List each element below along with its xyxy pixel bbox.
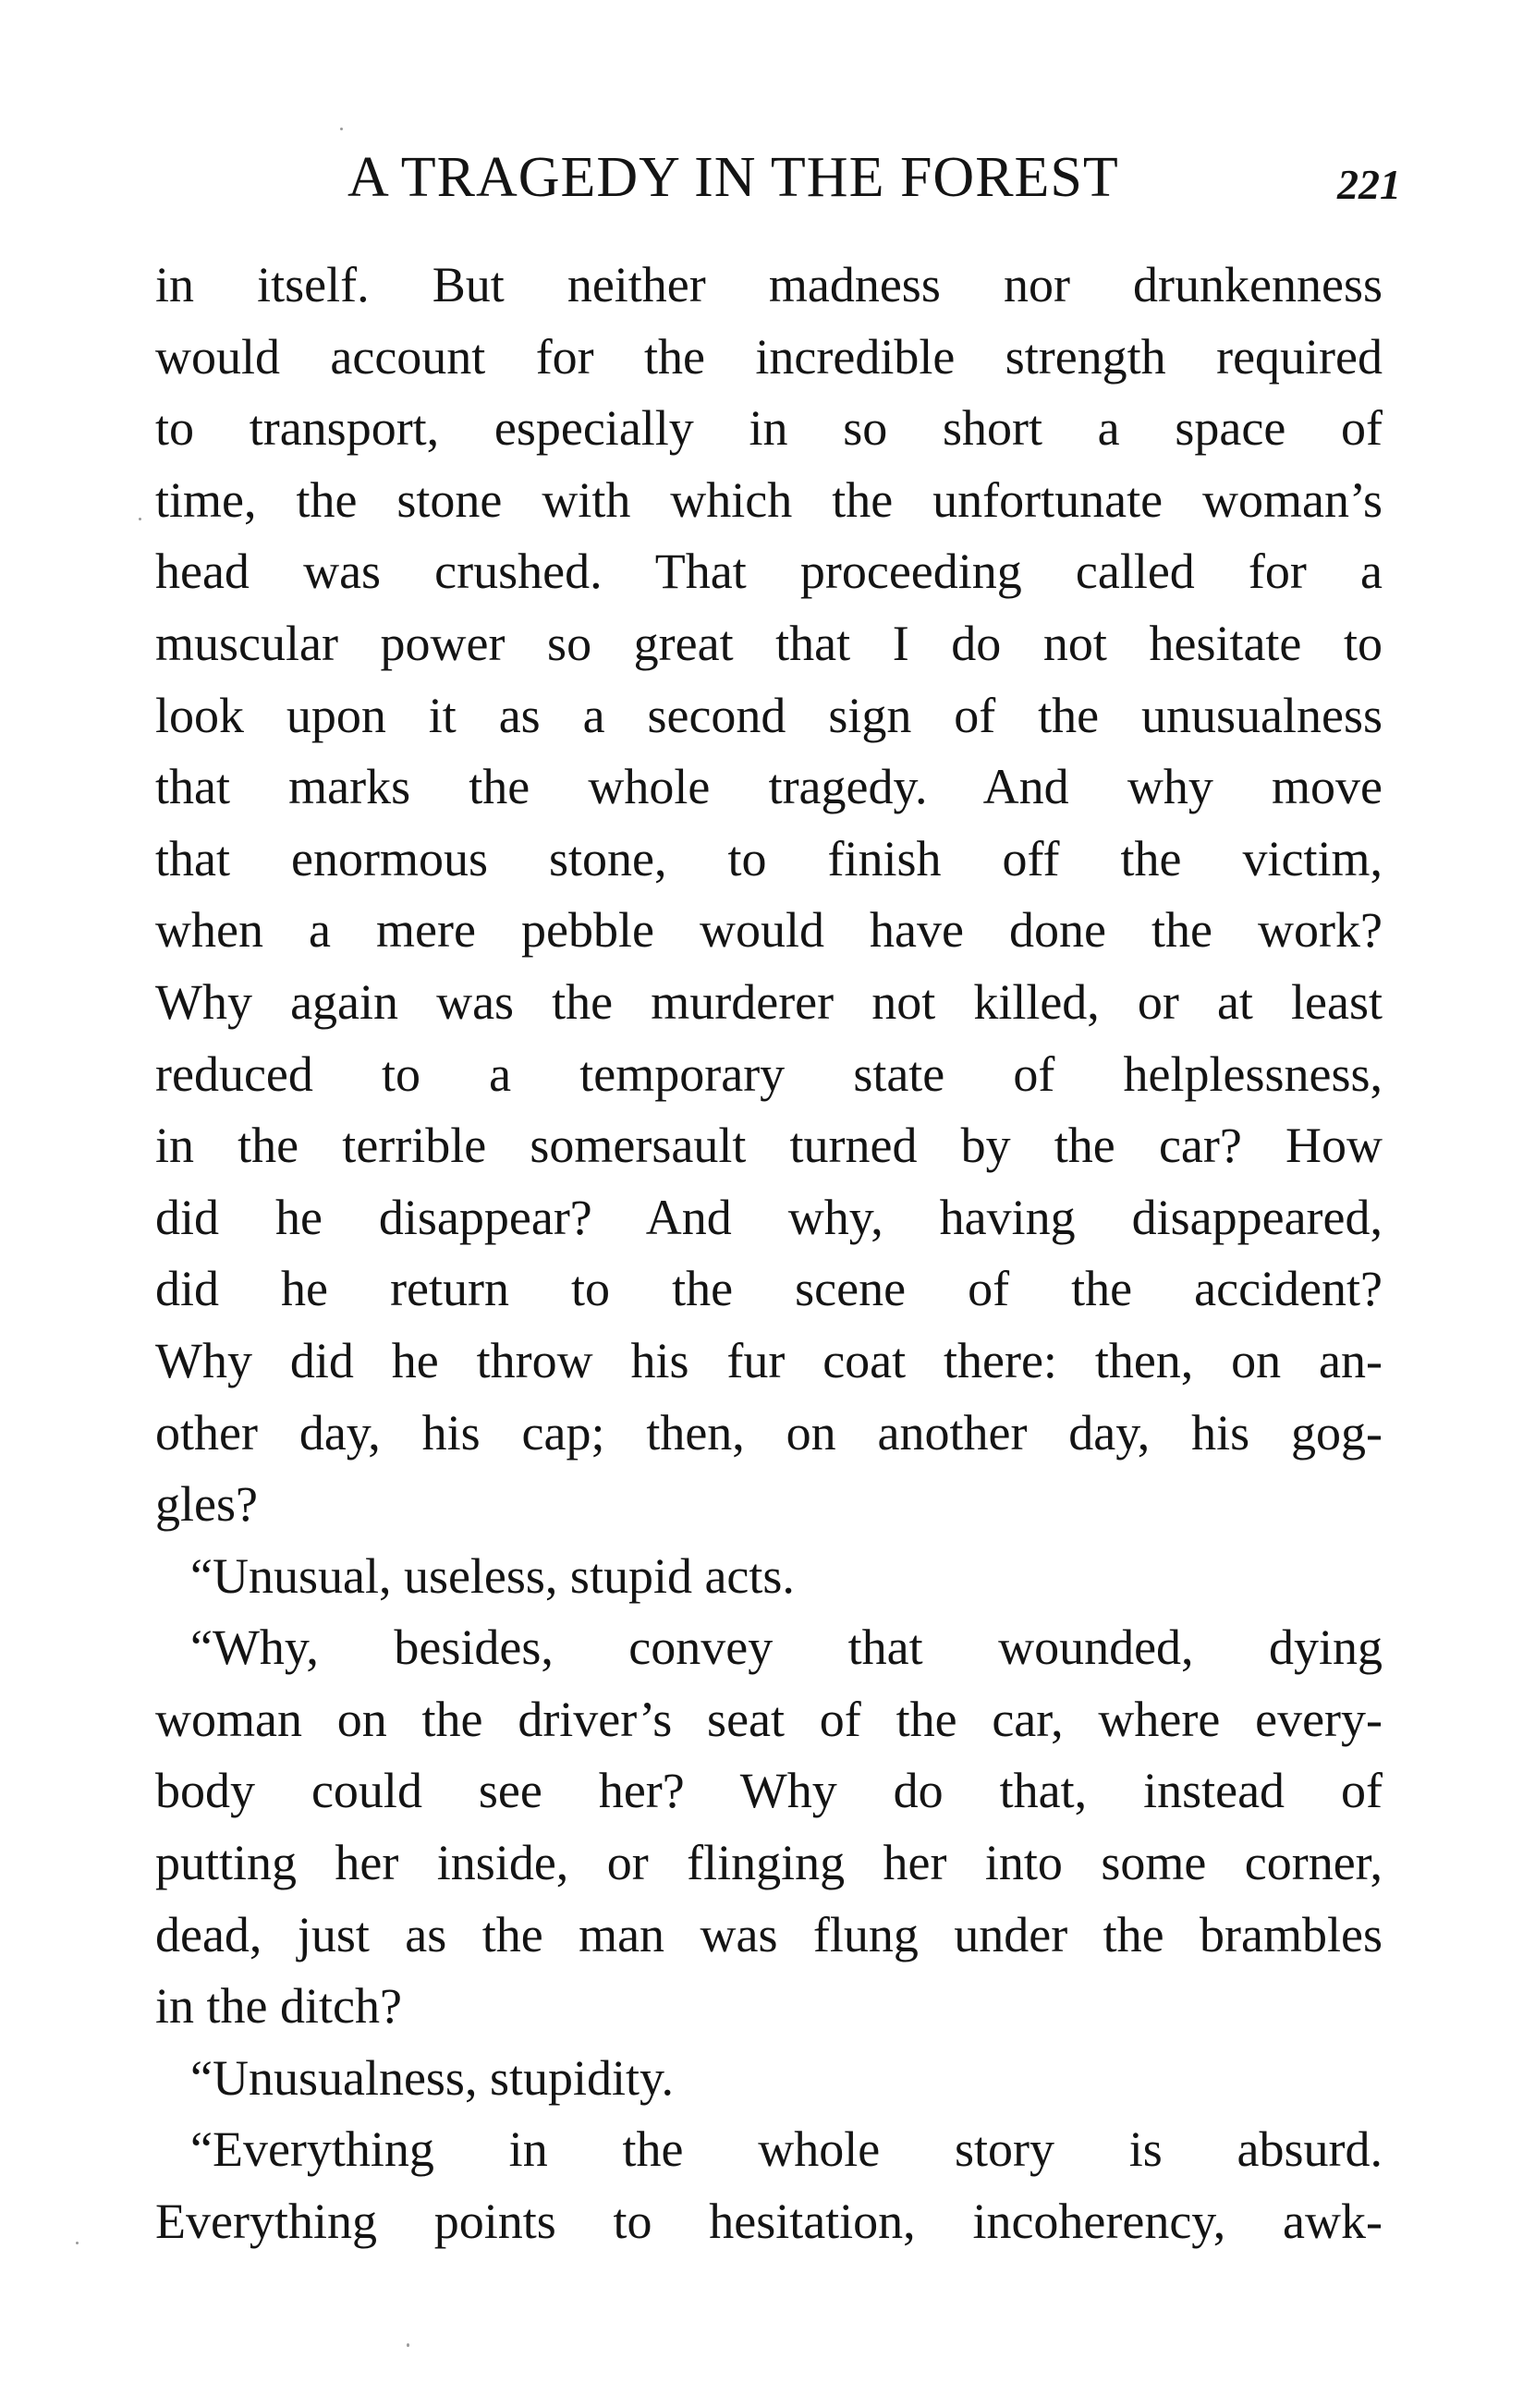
text-line: other day, his cap; then, on another day, his gog- [155, 1404, 1383, 1461]
text-line: in itself. But neither madness nor drunkenness [155, 257, 1383, 312]
text-line: dead, just as the man was flung under the brambles [155, 1906, 1383, 1962]
text-line: look upon it as a second sign of the unusualness [155, 687, 1383, 743]
page-number: 221 [1337, 161, 1401, 208]
text-line: reduced to a temporary state of helplessness, [155, 1045, 1383, 1102]
running-title: A TRAGEDY IN THE FOREST [347, 146, 1119, 209]
paper-speck [407, 2343, 409, 2347]
text-line: Why again was the murderer not killed, or at least [155, 973, 1383, 1030]
text-line: Everything points to hesitation, incoherency, awk- [155, 2194, 1383, 2250]
text-line: gles? [155, 1476, 258, 1533]
text-line: “Everything in the whole story is absurd. [190, 2121, 1383, 2178]
text-line: when a mere pebble would have done the work? [155, 902, 1383, 959]
text-line: in the ditch? [155, 1978, 402, 2035]
text-line: that enormous stone, to finish off the victim, [155, 830, 1383, 886]
text-line: head was crushed. That proceeding called for a [155, 544, 1383, 600]
text-line: muscular power so great that I do not hesitate to [155, 615, 1383, 671]
text-line: did he disappear? And why, having disappeared, [155, 1189, 1383, 1245]
text-line: did he return to the scene of the accident? [155, 1261, 1383, 1317]
text-line: time, the stone with which the unfortunate woman’s [155, 471, 1383, 528]
text-line: “Unusualness, stupidity. [190, 2049, 674, 2106]
paper-speck [139, 518, 141, 520]
paper-speck [76, 2242, 79, 2244]
text-line: Why did he throw his fur coat there: then, on an- [155, 1332, 1383, 1388]
text-line: in the terrible somersault turned by the car? How [155, 1118, 1383, 1174]
text-line: “Unusual, useless, stupid acts. [190, 1547, 795, 1604]
paper-speck [340, 128, 343, 130]
text-line: woman on the driver’s seat of the car, where every- [155, 1691, 1383, 1747]
text-line: body could see her? Why do that, instead of [155, 1763, 1383, 1819]
text-line: to transport, especially in so short a space of [155, 400, 1383, 457]
text-line: putting her inside, or flinging her into some corner, [155, 1835, 1383, 1891]
running-head [347, 141, 1401, 214]
text-line: that marks the whole tragedy. And why move [155, 759, 1383, 815]
text-line: would account for the incredible strength required [155, 328, 1383, 385]
text-line: “Why, besides, convey that wounded, dying [190, 1620, 1383, 1676]
body-text [155, 250, 1383, 2258]
